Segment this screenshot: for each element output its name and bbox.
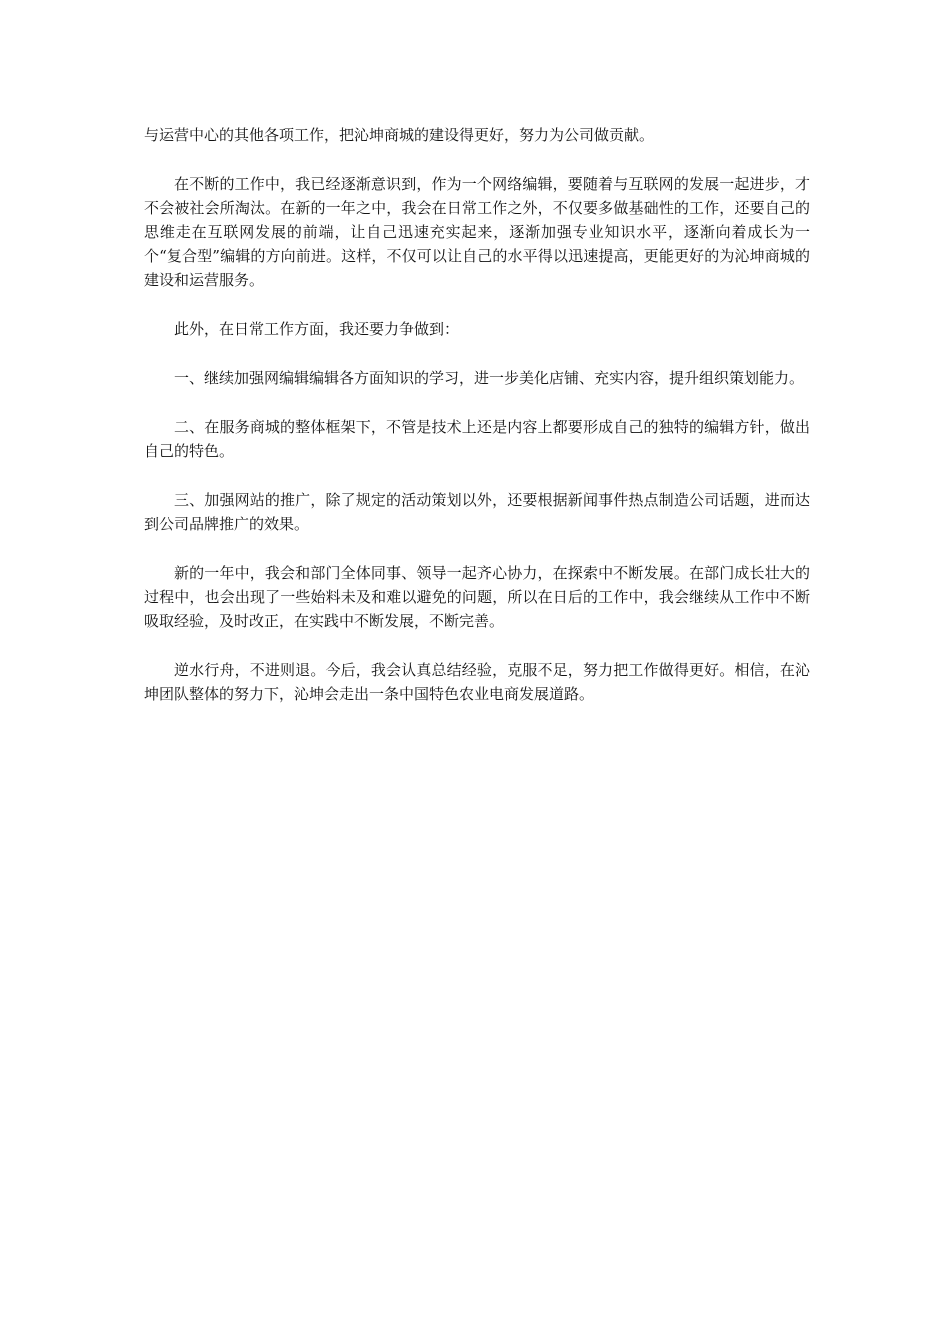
- paragraph-goal-one: 一、继续加强网编辑编辑各方面知识的学习，进一步美化店铺、充实内容，提升组织策划能力。: [174, 369, 805, 387]
- paragraph-goals-intro: 此外，在日常工作方面，我还要力争做到：: [174, 320, 460, 338]
- paragraph-conclusion: 逆水行舟，不进则退。今后，我会认真总结经验，克服不足，努力把工作做得更好。相信，在沁坤团队整体的努力下，沁坤会走出一条中国特色农业电商发展道路。: [144, 661, 810, 703]
- paragraph-new-year: 新的一年中，我会和部门全体同事、领导一起齐心协力，在探索中不断发展。在部门成长壮大的过程中，也会出现了一些始料未及和难以避免的问题，所以在日后的工作中，我会继续从工作中不断吸取经验，及时改正，在实践中不断发展，不断完善。: [144, 564, 810, 630]
- paragraph-continuation: 与运营中心的其他各项工作，把沁坤商城的建设得更好，努力为公司做贡献。: [144, 126, 655, 144]
- document-body: [144, 123, 810, 731]
- paragraph-goal-two: 二、在服务商城的整体框架下，不管是技术上还是内容上都要形成自己的独特的编辑方针，做出自己的特色。: [144, 418, 810, 460]
- paragraph-awareness: 在不断的工作中，我已经逐渐意识到，作为一个网络编辑，要随着与互联网的发展一起进步，才不会被社会所淘汰。在新的一年之中，我会在日常工作之外，不仅要多做基础性的工作，还要自己的思维走在互联网发展的前端，让自己迅速充实起来，逐渐加强专业知识水平，逐渐向着成长为一个“复合型”编辑的方向前进。这样，不仅可以让自己的水平得以迅速提高，更能更好的为沁坤商城的建设和运营服务。: [144, 175, 810, 289]
- paragraph-goal-three: 三、加强网站的推广，除了规定的活动策划以外，还要根据新闻事件热点制造公司话题，进而达到公司品牌推广的效果。: [144, 491, 810, 533]
